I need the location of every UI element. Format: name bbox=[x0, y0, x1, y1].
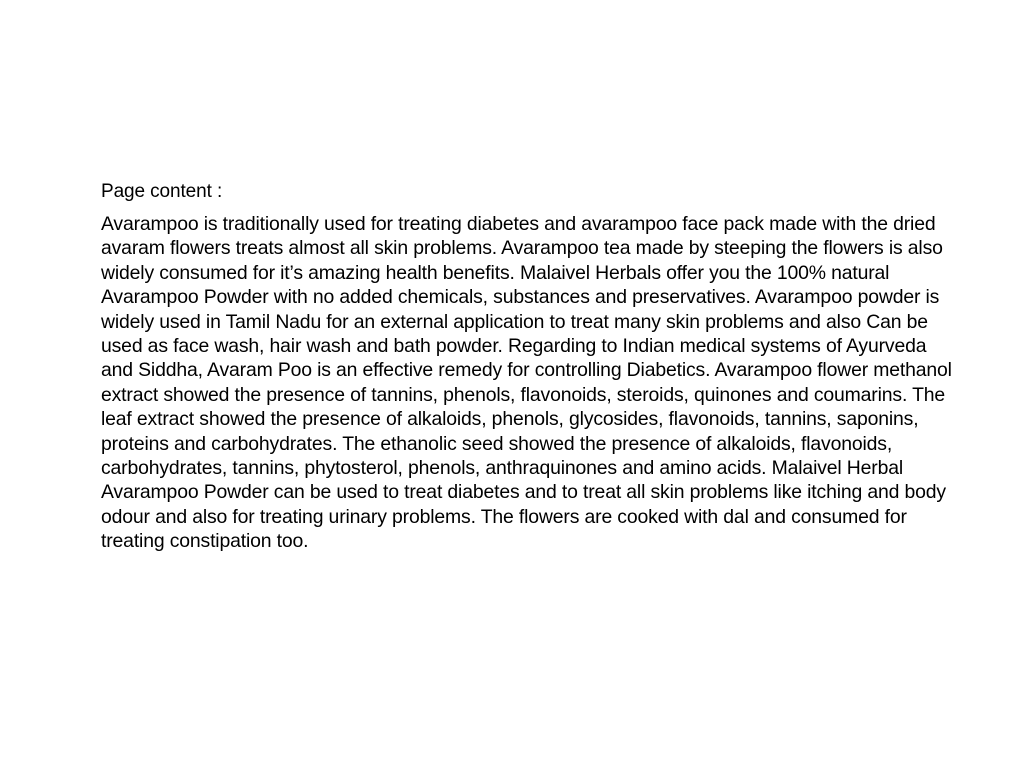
page-content-heading: Page content : bbox=[101, 181, 223, 202]
body-paragraph: Avarampoo is traditionally used for treating diabetes and avarampoo face pack made with the dried avaram flowers treats almost all skin problems. Avarampoo tea made by steeping the flowers is also widely consumed for it’s amazing health benefits. Malaivel Herbals offer you the 100% natural Avarampoo Powder with no added chemicals, substances and preservatives. Avarampoo powder is widely used in Tamil Nadu for an external application to treat many skin problems and also Can be used as face wash, hair wash and bath powder. Regarding to Indian medical systems of Ayurveda and Siddha, Avaram Poo is an effective remedy for controlling Diabetics. Avarampoo flower methanol extract showed the presence of tannins, phenols, flavonoids, steroids, quinones and coumarins. The leaf extract showed the presence of alkaloids, phenols, glycosides, flavonoids, tannins, saponins, proteins and carbohydrates. The ethanolic seed showed the presence of alkaloids, flavonoids, carbohydrates, tannins, phytosterol, phenols, anthraquinones and amino acids. Malaivel Herbal Avarampoo Powder can be used to treat diabetes and to treat all skin problems like itching and body odour and also for treating urinary problems. The flowers are cooked with dal and consumed for treating constipation too. bbox=[101, 213, 952, 553]
content-block bbox=[101, 180, 963, 554]
